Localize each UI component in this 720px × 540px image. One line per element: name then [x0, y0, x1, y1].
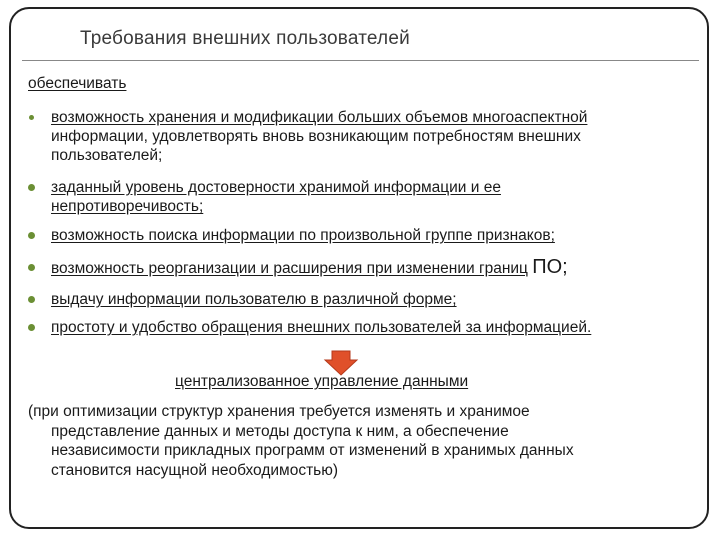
paragraph-line-4: становится насущной необходимостью) — [51, 461, 339, 479]
bullet-1-line-3: пользователей; — [51, 147, 163, 164]
bullet-6-line-1: простоту и удобство обращения внешних пользователей за информацией. — [51, 319, 592, 336]
bullet-4-main: возможность реорганизации и расширения при изменении границ — [51, 260, 528, 277]
bullet-1-line-1: возможность хранения и модификации больших объемов многоаспектной — [51, 109, 588, 126]
title-divider — [22, 60, 699, 61]
slide-title: Требования внешних пользователей — [80, 28, 410, 49]
bullet-item-3 — [28, 226, 692, 245]
bullet-dot-icon — [28, 232, 35, 239]
bullet-4-tail: ПО; — [532, 256, 568, 278]
bullet-item-5 — [28, 290, 692, 309]
bullet-3-line-1: возможность поиска информации по произвольной группе признаков; — [51, 227, 555, 244]
bullet-5-line-1: выдачу информации пользователю в различной форме; — [51, 291, 457, 308]
bullet-dot-icon — [28, 296, 35, 303]
paragraph-line-3: независимости прикладных программ от изменений в хранимых данных — [51, 442, 574, 459]
explanation-paragraph — [28, 402, 688, 480]
bullet-item-1 — [28, 108, 692, 165]
bullet-item-4 — [28, 258, 692, 278]
bullet-dot-icon — [29, 115, 34, 120]
bullet-dot-icon — [28, 184, 35, 191]
paragraph-line-1: (при оптимизации структур хранения требуется изменять и хранимое — [28, 403, 530, 420]
bullet-1-line-2: информации, удовлетворять вновь возникающим потребностям внешних — [51, 128, 581, 145]
centralized-management-heading: централизованное управление данными — [175, 373, 469, 390]
bullet-dot-icon — [28, 324, 35, 331]
paragraph-line-2: представление данных и методы доступа к ним, а обеспечение — [51, 422, 509, 440]
bullet-2-line-2: непротиворечивость; — [51, 198, 204, 215]
bullet-item-6 — [28, 318, 692, 337]
intro-text: обеспечивать — [28, 75, 127, 92]
bullet-dot-icon — [28, 264, 35, 271]
bullet-2-line-1: заданный уровень достоверности хранимой информации и ее — [51, 179, 501, 196]
bullet-item-2 — [28, 178, 692, 216]
